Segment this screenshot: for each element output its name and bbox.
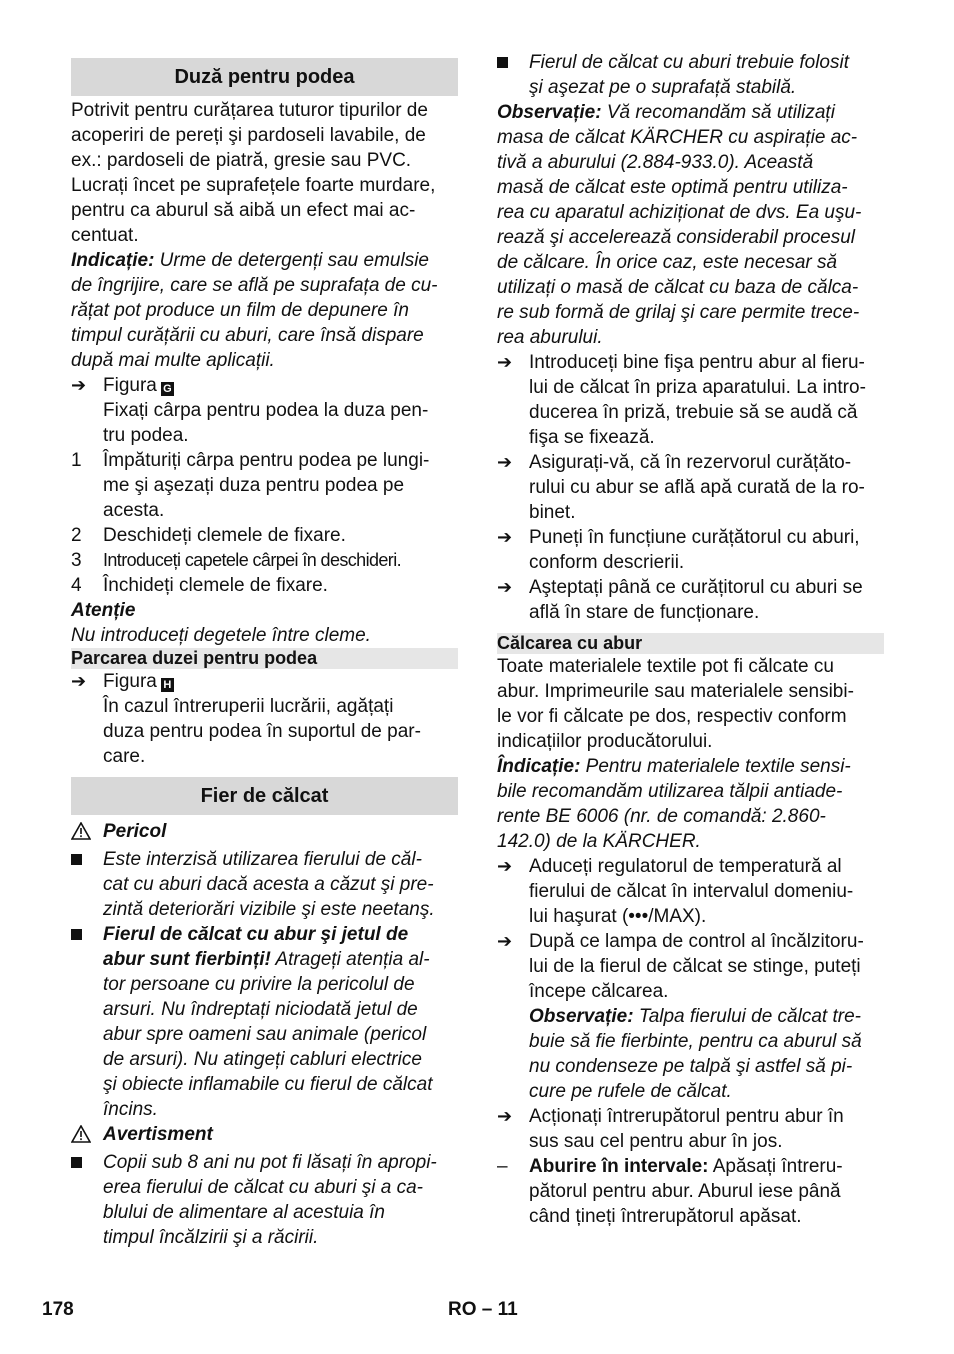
heading-parking: Parcarea duzei pentru podea — [71, 648, 458, 669]
step-figure-g: ➔ Figura G — [71, 373, 458, 398]
bullet-3: Copii sub 8 ani nu pot fi lăsați în apropi- erea fierului de călcat cu aburi şi a ca- blului de alimentare al acestuia în timpul încălzirii şi a răcirii. — [71, 1150, 458, 1250]
arrow-right-icon: ➔ — [497, 856, 513, 876]
atentie-text: Nu introduceți degetele între cleme. — [71, 625, 371, 646]
note-indicatie: Indicație: Urme de detergenți sau emulsie de îngrijire, care se află pe suprafața de cu- rățat pot produce un film de depunere în timpul curățării cu aburi, care însă dispare după mai multe aplicații. — [71, 250, 438, 371]
step-4: 4 Închideți clemele de fixare. — [71, 575, 328, 596]
left-column — [71, 50, 458, 1250]
arrow-step-wait: ➔ Aşteptați până ce curățitorul cu aburi se află în stare de funcționare. — [497, 577, 863, 623]
pericol-label: Pericol — [71, 819, 458, 847]
dash-bullet-icon: – — [497, 1156, 508, 1177]
arrow-right-icon: ➔ — [497, 352, 513, 372]
note-observatie-2: Observație: Talpa fierului de călcat tre- buie să fie fierbinte, pentru ca aburul să nu condenseze pe talpă şi astfel să pi- cure pe rufele de călcat. — [529, 1006, 862, 1102]
parking-text: În cazul întreruperii lucrării, agățați duza pentru podea în suportul de par- care. — [103, 696, 421, 767]
page-label: RO – 11 — [448, 1299, 518, 1320]
avertisment-label: Avertisment — [71, 1122, 458, 1150]
paragraph-floor-nozzle: Potrivit pentru curățarea tuturor tipurilor de acoperiri de pereți şi pardoseli lavabile, de ex.: pardoseli de piatră, gresie sau PVC. Lucrați încet pe suprafețele foarte murdare, pentru ca aburul să aibă un efect mai ac- centuat. — [71, 100, 436, 246]
figure-h-badge: H — [161, 678, 174, 692]
dash-item-interval: – Aburire în intervale: Apăsați întreru- pătorul pentru abur. Aburul iese până când țineți întrerupătorul apăsat. — [497, 1156, 843, 1227]
step-3: 3 Introduceți capetele cârpei în deschideri. — [71, 550, 401, 571]
square-bullet-icon — [71, 1157, 82, 1168]
heading-floor-nozzle: Duză pentru podea — [71, 58, 458, 96]
step-figure-h: ➔ Figura H — [71, 669, 458, 694]
arrow-step-lamp: ➔ După ce lampa de control al încălzitoru- lui de la fierul de călcat se stinge, puteți începe călcarea. — [497, 931, 864, 1002]
note-observatie: Observație: Vă recomandăm să utilizați masa de călcat KÄRCHER cu aspirație ac- tivă a aburului (2.884-933.0). Această masă de călcat este optimă pentru utiliza- rea cu aparatul achiziționat de dvs. Ea uşu- rează şi accelerează considerabil procesul de călcare. În orice caz, este necesar să utilizați o masă de călcat cu baza de călca- re sub formă de grilaj şi care permite trece- rea aburului. — [497, 102, 862, 348]
arrow-step-plug: ➔ Introduceți bine fişa pentru abur al fieru- lui de călcat în priza aparatului. La intro- ducerea în priză, trebuie să se audă că fişa se fixează. — [497, 352, 866, 448]
arrow-step-water: ➔ Asigurați-vă, că în rezervorul curățăto- rului cu abur se află apă curată de la ro- binet. — [497, 452, 865, 523]
fix-cloth-text: Fixați cârpa pentru podea la duza pen- tru podea. — [103, 400, 429, 446]
heading-iron: Fier de călcat — [71, 777, 458, 815]
paragraph-textiles: Toate materialele textile pot fi călcate cu abur. Imprimeurile sau materialele sensibi- le vor fi călcate pe dos, respectiv conform indicațiilor producătorului. — [497, 656, 854, 752]
heading-steam-ironing: Călcarea cu abur — [497, 633, 884, 654]
step-1: 1 Împăturiți cârpa pentru podea pe lungi- me şi aşezați duza pentru podea pe acesta. — [71, 450, 430, 521]
arrow-right-icon: ➔ — [71, 375, 87, 395]
arrow-right-icon: ➔ — [497, 931, 513, 951]
bullet-1: Este interzisă utilizarea fierului de căl- cat cu aburi dacă acesta a căzut şi pre- zintă deteriorări vizibile şi este neetanş. — [71, 847, 458, 922]
bullet-2: Fierul de călcat cu abur şi jetul de abur sunt fierbinți! Atrageți atenția al- tor persoane cu privire la pericolul de arsuri. Nu îndreptați niciodată jetul de abur spre oameni sau animale (pericol de arsuri). Nu atingeți cabluri electrice şi obiecte inflamabile cu fierul de călcat încins. — [71, 922, 458, 1122]
bullet-4: Fierul de călcat cu aburi trebuie folosit şi aşezat pe o suprafață stabilă. — [497, 50, 884, 100]
arrow-right-icon: ➔ — [497, 577, 513, 597]
square-bullet-icon — [497, 57, 508, 68]
arrow-step-switch: ➔ Acționați întrerupătorul pentru abur în sus sau cel pentru abur în jos. — [497, 1106, 844, 1152]
arrow-right-icon: ➔ — [497, 527, 513, 547]
arrow-step-start: ➔ Puneți în funcțiune curățătorul cu aburi, conform descrierii. — [497, 527, 860, 573]
warning-triangle-icon — [71, 822, 91, 840]
arrow-right-icon: ➔ — [71, 671, 87, 691]
arrow-right-icon: ➔ — [497, 452, 513, 472]
square-bullet-icon — [71, 929, 82, 940]
square-bullet-icon — [71, 854, 82, 865]
note-indicatie-2: Îndicație: Pentru materialele textile sensi- bile recomandăm utilizarea tălpii antiade- rente BE 6006 (nr. de comandă: 2.860- 142.0) de la KÄRCHER. — [497, 756, 851, 852]
atentie-label: Atenție — [71, 600, 136, 621]
right-column — [497, 50, 884, 1229]
warning-triangle-icon — [71, 1125, 91, 1143]
arrow-step-temperature: ➔ Aduceți regulatorul de temperatură al fierului de călcat în intervalul domeniu- lui haşurat (•••/MAX). — [497, 856, 854, 927]
step-2: 2 Deschideți clemele de fixare. — [71, 525, 346, 546]
figure-g-badge: G — [161, 382, 174, 396]
page-number: 178 — [42, 1299, 74, 1320]
arrow-right-icon: ➔ — [497, 1106, 513, 1126]
